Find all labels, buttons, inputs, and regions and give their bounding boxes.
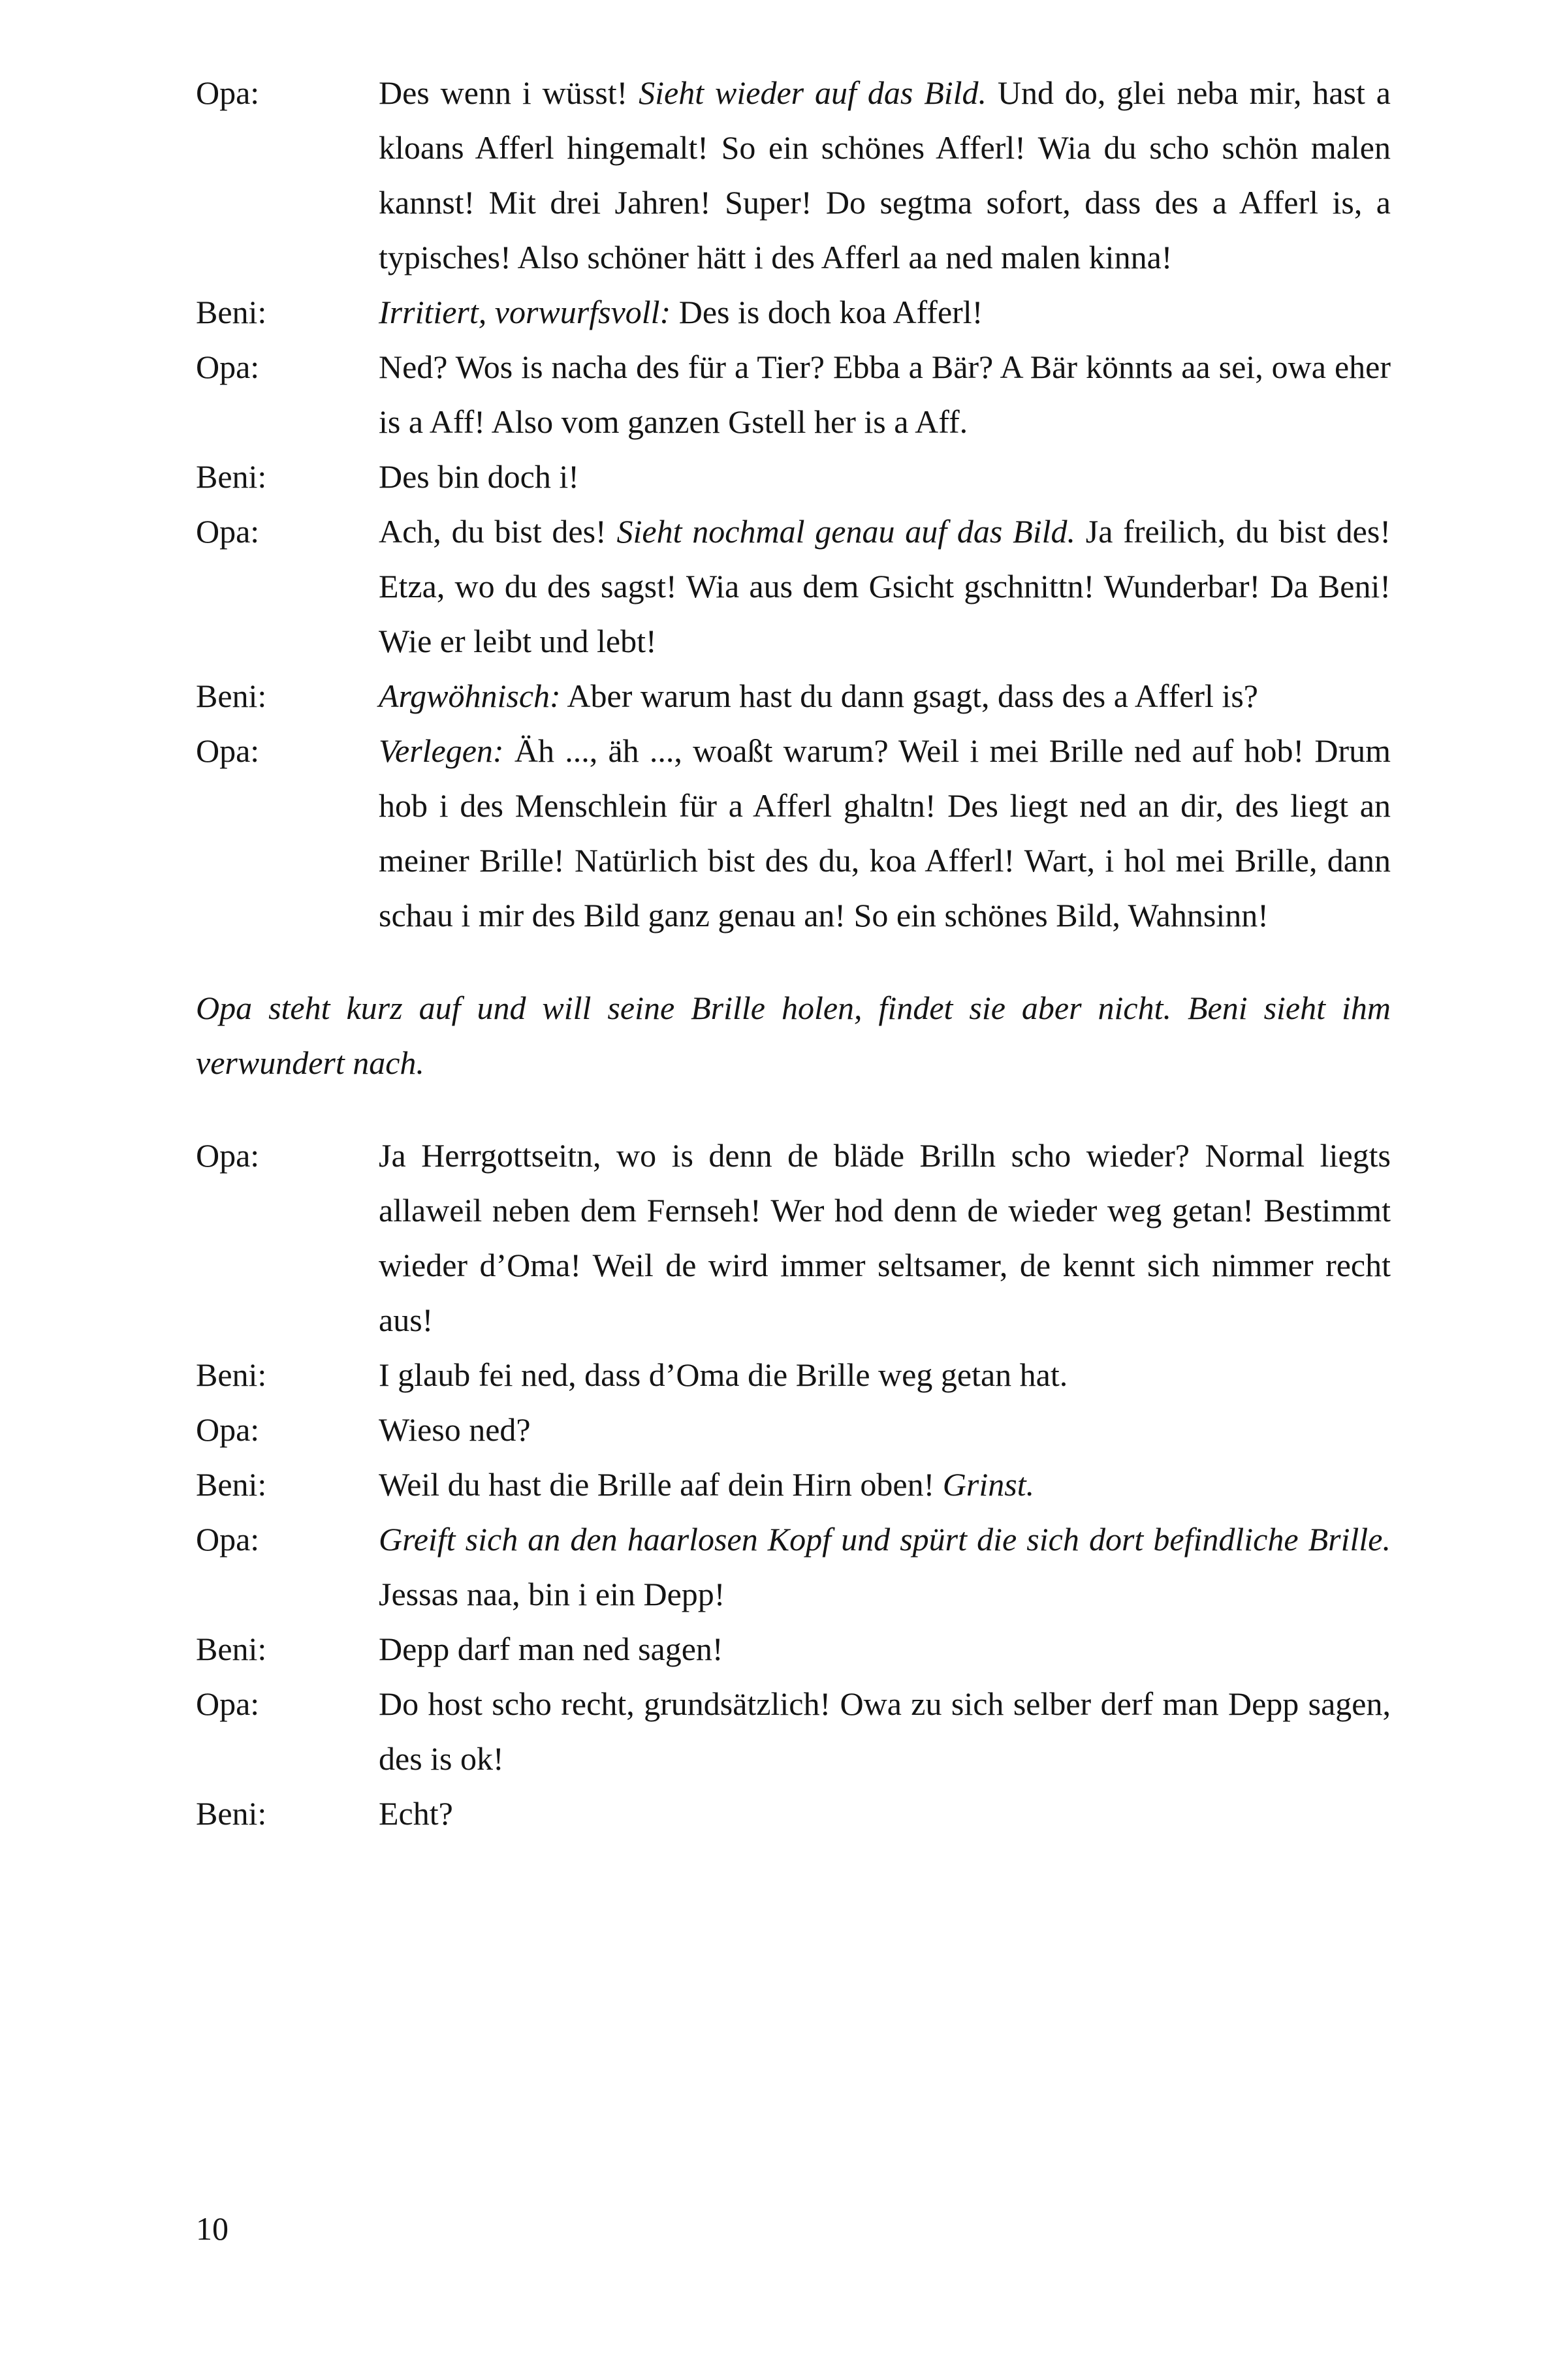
stage-note-text: Irritiert, vorwurfsvoll: — [379, 294, 671, 330]
speaker-label: Beni: — [196, 1356, 267, 1393]
speech-text: Echt? — [379, 1795, 453, 1832]
dialogue-text — [379, 449, 1391, 504]
dialogue-text — [379, 1347, 1391, 1402]
stage-note-text: Opa steht kurz auf und will seine Brille holen, findet sie aber nicht. Beni sieht ihm verwundert nach. — [196, 990, 1391, 1081]
dialogue-line — [196, 723, 1391, 943]
speaker-label: Beni: — [196, 678, 267, 714]
speaker-label: Opa: — [196, 513, 260, 550]
dialogue-text — [379, 65, 1391, 285]
dialogue-text — [379, 1621, 1391, 1676]
dialogue-line — [196, 504, 1391, 668]
dialogue-text — [379, 668, 1391, 723]
speech-text: I glaub fei ned, dass d’Oma die Brille weg getan hat. — [379, 1356, 1068, 1393]
stage-note-text: Sieht nochmal genau auf das Bild. — [616, 513, 1075, 550]
stage-note-text: Argwöhnisch: — [379, 678, 561, 714]
speaker-label: Beni: — [196, 1631, 267, 1667]
speaker-label: Beni: — [196, 294, 267, 330]
dialogue-text — [379, 723, 1391, 943]
speech-text: Und do, glei neba mir, hast a kloans Afferl hingemalt! So ein schönes Afferl! Wia du scho schön malen kannst! Mit drei Jahren! Super! Do segtma sofort, dass des a Afferl is, a typisches! Also schöner hätt i des Afferl aa ned malen kinna! — [379, 74, 1391, 275]
dialogue-line — [196, 65, 1391, 285]
dialogue-line — [196, 1128, 1391, 1347]
speech-text: Des bin doch i! — [379, 458, 579, 495]
dialogue-line — [196, 1676, 1391, 1786]
speech-text: Ja Herrgottseitn, wo is denn de bläde Brilln scho wieder? Normal liegts allaweil neben dem Fernseh! Wer hod denn de wieder weg getan! Bestimmt wieder d’Oma! Weil de wird immer seltsamer, de kennt sich nimmer recht aus! — [379, 1137, 1391, 1338]
dialogue-text — [379, 1786, 1391, 1841]
speaker-label: Opa: — [196, 1411, 260, 1448]
dialogue-text — [379, 1402, 1391, 1457]
speech-text: Weil du hast die Brille aaf dein Hirn oben! — [379, 1466, 943, 1503]
speech-text: Do host scho recht, grundsätzlich! Owa zu sich selber derf man Depp sagen, des is ok! — [379, 1685, 1391, 1777]
speech-text: Äh ..., äh ..., woaßt warum? Weil i mei Brille ned auf hob! Drum hob i des Menschlein für a Afferl ghaltn! Des liegt ned an dir, des liegt an meiner Brille! Natürlich bist des du, koa Afferl! Wart, i hol mei Brille, dann schau i mir des Bild ganz genau an! So ein schönes Bild, Wahnsinn! — [379, 732, 1391, 933]
speech-text: Ned? Wos is nacha des für a Tier? Ebba a Bär? A Bär könnts aa sei, owa eher is a Aff! Also vom ganzen Gstell her is a Aff. — [379, 349, 1391, 440]
speech-text: Depp darf man ned sagen! — [379, 1631, 723, 1667]
dialogue-container — [196, 65, 1391, 1841]
dialogue-text — [379, 1128, 1391, 1347]
stage-note-text: Grinst. — [942, 1466, 1035, 1503]
speaker-label: Beni: — [196, 1795, 267, 1832]
dialogue-text — [379, 1512, 1391, 1621]
dialogue-text — [379, 285, 1391, 339]
page-number: 10 — [196, 2210, 229, 2247]
dialogue-line — [196, 1402, 1391, 1457]
dialogue-text — [379, 1457, 1391, 1512]
speaker-label: Opa: — [196, 732, 260, 769]
speech-text: Jessas naa, bin i ein Depp! — [379, 1576, 725, 1612]
dialogue-line — [196, 1786, 1391, 1841]
stage-note-text: Greift sich an den haarlosen Kopf und spürt die sich dort befindliche Brille. — [379, 1521, 1391, 1558]
dialogue-line — [196, 1621, 1391, 1676]
dialogue-line — [196, 1347, 1391, 1402]
dialogue-text — [379, 1676, 1391, 1786]
dialogue-line — [196, 1457, 1391, 1512]
speaker-label: Opa: — [196, 1521, 260, 1558]
dialogue-text — [379, 504, 1391, 668]
dialogue-line — [196, 339, 1391, 449]
speech-text: Des is doch koa Afferl! — [671, 294, 983, 330]
speaker-label: Opa: — [196, 1137, 260, 1174]
speech-text: Wieso ned? — [379, 1411, 531, 1448]
speech-text: Ach, du bist des! — [379, 513, 617, 550]
speech-text: Ja freilich, du bist des! Etza, wo du des sagst! Wia aus dem Gsicht gschnittn! Wunderbar! Da Beni! Wie er leibt und lebt! — [379, 513, 1391, 659]
dialogue-text — [379, 339, 1391, 449]
speaker-label: Beni: — [196, 1466, 267, 1503]
speaker-label: Opa: — [196, 74, 260, 111]
speech-text: Aber warum hast du dann gsagt, dass des a Afferl is? — [560, 678, 1258, 714]
stage-direction — [196, 980, 1391, 1090]
dialogue-line — [196, 668, 1391, 723]
dialogue-line — [196, 1512, 1391, 1621]
stage-note-text: Sieht wieder auf das Bild. — [639, 74, 987, 111]
speaker-label: Beni: — [196, 458, 267, 495]
stage-note-text: Verlegen: — [379, 732, 504, 769]
dialogue-line — [196, 285, 1391, 339]
dialogue-line — [196, 449, 1391, 504]
speaker-label: Opa: — [196, 349, 260, 385]
speech-text: Des wenn i wüsst! — [379, 74, 639, 111]
speaker-label: Opa: — [196, 1685, 260, 1722]
